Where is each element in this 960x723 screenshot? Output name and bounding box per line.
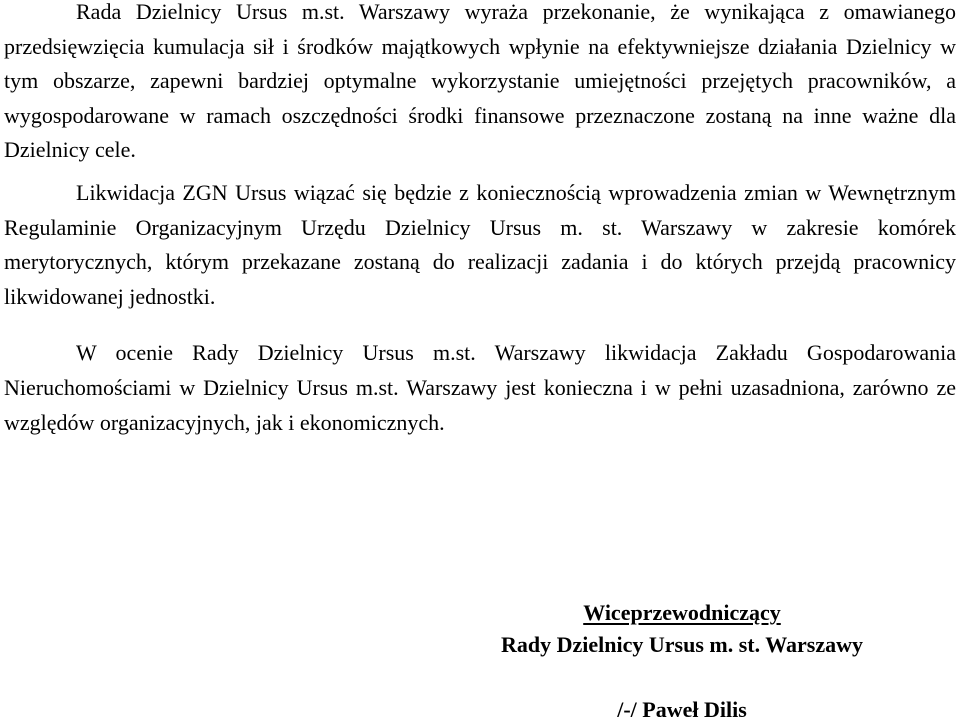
signature-name: /-/ Paweł Dilis <box>617 697 747 722</box>
document-body <box>4 0 956 440</box>
paragraph-opinion: Rada Dzielnicy Ursus m.st. Warszawy wyraża przekonanie, że wynikająca z omawianego przedsięwzięcia kumulacja sił i środków majątkowych wpłynie na efektywniejsze działania Dzielnicy w tym obszarze, zapewni bardziej optymalne wykorzystanie umiejętności przejętych pracowników, a wygospodarowane w ramach oszczędności środki finansowe przeznaczone zostaną na inne ważne dla Dzielnicy cele. <box>4 0 956 163</box>
signature-organization: Rady Dzielnicy Ursus m. st. Warszawy <box>501 632 863 657</box>
paragraph-conclusion: W ocenie Rady Dzielnicy Ursus m.st. Warszawy likwidacja Zakładu Gospodarowania Nieruchomościami w Dzielnicy Ursus m.st. Warszawy jest konieczna i w pełni uzasadniona, zarówno ze względów organizacyjnych, jak i ekonomicznych. <box>4 340 956 435</box>
signature-title: Wiceprzewodniczący <box>583 600 781 625</box>
paragraph-liquidation-changes: Likwidacja ZGN Ursus wiązać się będzie z koniecznością wprowadzenia zmian w Wewnętrznym Regulaminie Organizacyjnym Urzędu Dzielnicy Ursus m. st. Warszawy w zakresie komórek merytorycznych, którym przekazane zostaną do realizacji zadania i do których przejdą pracownicy likwidowanej jednostki. <box>4 179 956 309</box>
